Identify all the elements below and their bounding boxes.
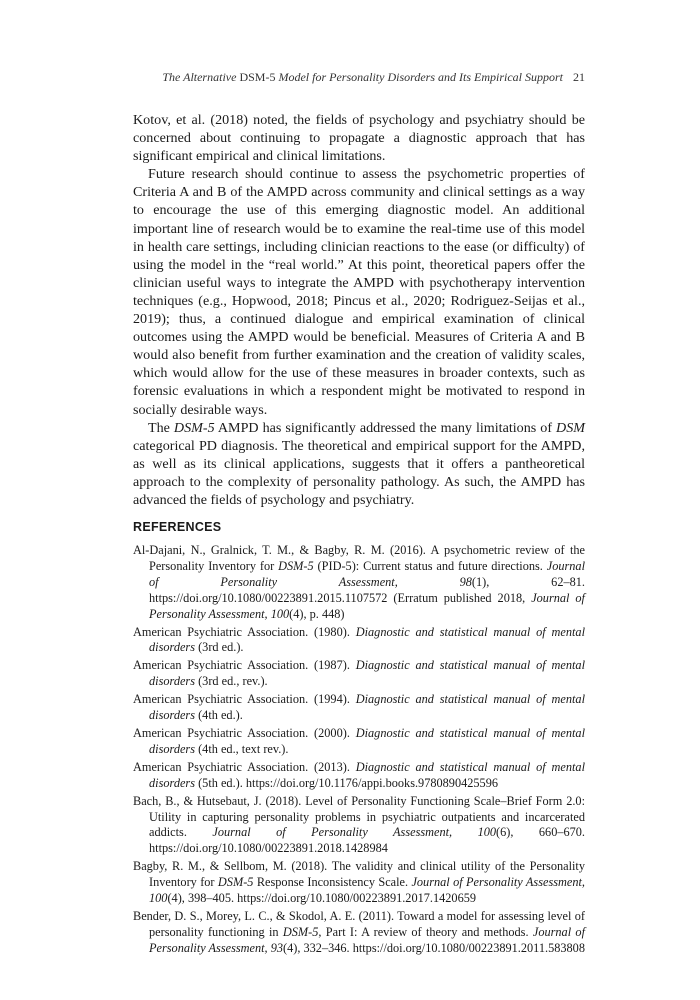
reference-text: (4), 332–346. https://doi.org/10.1080/00223891.2011.583808	[283, 940, 585, 955]
reference-italic: Journal of Personality Assessment, 93	[149, 924, 586, 955]
reference-text: American Psychiatric Association. (2000).	[133, 725, 356, 740]
body-text	[133, 111, 585, 509]
reference-text: (4), 398–405. https://doi.org/10.1080/00223891.2017.1420659	[167, 891, 477, 906]
reference-italic: Diagnostic and statistical manual of mental disorders	[149, 624, 585, 655]
reference-italic: Journal of Personality Assessment, 100	[149, 590, 585, 621]
reference-italic: Journal of Personality Assessment, 98	[149, 558, 585, 589]
running-head-dsm: DSM-5	[239, 70, 276, 84]
paragraph-3-text: The	[148, 419, 174, 436]
reference-text: Bagby, R. M., & Sellbom, M. (2018). The validity and clinical utility of the Personality Inventory for	[133, 859, 585, 890]
reference-entry	[133, 658, 585, 690]
reference-entry	[133, 859, 585, 907]
references-list	[133, 543, 585, 959]
reference-text: (3rd ed., rev.).	[195, 674, 268, 689]
reference-italic: Diagnostic and statistical manual of mental disorders	[149, 759, 585, 790]
reference-text: American Psychiatric Association. (1994).	[133, 692, 356, 707]
reference-text: (1), 62–81. https://doi.org/10.1080/00223891.2015.1107572 (Erratum published 2018,	[149, 574, 585, 605]
running-head	[133, 70, 585, 85]
reference-italic: Journal of Personality Assessment, 100	[149, 875, 585, 906]
reference-text: (3rd ed.).	[195, 640, 244, 655]
reference-text: (6), 660–670. https://doi.org/10.1080/00223891.2018.1428984	[149, 825, 586, 856]
page-number: 21	[573, 70, 585, 84]
reference-entry	[133, 909, 585, 957]
reference-italic: Diagnostic and statistical manual of mental disorders	[149, 658, 585, 689]
paragraph-3-italic: DSM-5	[173, 419, 215, 436]
paragraph-3-text: AMPD has significantly addressed the many limitations of	[214, 419, 557, 436]
reference-entry	[133, 760, 585, 792]
reference-text: Bach, B., & Hutsebaut, J. (2018). Level of Personality Functioning Scale–Brief Form 2.0: Utility in capturing personality problems in psychiatric outpatients and incarcerated addicts.	[133, 793, 585, 840]
reference-italic: DSM-5	[278, 558, 314, 573]
reference-text: American Psychiatric Association. (2013).	[133, 759, 356, 774]
paragraph-1: Kotov, et al. (2018) noted, the fields of psychology and psychiatry should be concerned about continuing to propagate a diagnostic approach that has significant empirical and clinical limitations.	[133, 112, 585, 165]
reference-italic: Journal of Personality Assessment, 100	[212, 825, 497, 840]
reference-text: (5th ed.). https://doi.org/10.1176/appi.books.9780890425596	[195, 775, 498, 790]
reference-text: American Psychiatric Association. (1987).	[133, 658, 356, 673]
reference-text: (4th ed.).	[195, 708, 243, 723]
reference-text: Bender, D. S., Morey, L. C., & Skodol, A. E. (2011). Toward a model for assessing level of personality functioning in	[133, 908, 585, 939]
running-head-post: Model for Personality Disorders and Its Empirical Support	[275, 70, 563, 84]
reference-text: (4), p. 448)	[289, 606, 345, 621]
running-head-pre: The Alternative	[162, 70, 240, 84]
references-heading: REFERENCES	[133, 520, 222, 534]
reference-text: Al-Dajani, N., Gralnick, T. M., & Bagby, R. M. (2016). A psychometric review of the Personality Inventory for	[133, 543, 585, 573]
reference-italic: Diagnostic and statistical manual of mental disorders	[149, 725, 585, 756]
reference-entry	[133, 543, 585, 623]
reference-text: American Psychiatric Association. (1980).	[133, 624, 356, 639]
paragraph-3-italic: DSM	[556, 419, 585, 436]
reference-entry	[133, 692, 585, 724]
reference-text: , Part I: A review of theory and methods.	[318, 924, 533, 939]
reference-text: Response Inconsistency Scale.	[253, 875, 412, 890]
reference-entry	[133, 726, 585, 758]
reference-italic: DSM-5	[282, 924, 319, 939]
reference-text: (PID-5): Current status and future directions.	[313, 558, 547, 573]
reference-entry	[133, 794, 585, 858]
reference-italic: Diagnostic and statistical manual of mental disorders	[149, 692, 585, 723]
reference-entry	[133, 625, 585, 657]
paragraph-3	[133, 419, 585, 509]
reference-text: (4th ed., text rev.).	[195, 741, 289, 756]
paragraph-3-text: categorical PD diagnosis. The theoretical and empirical support for the AMPD, as well as its clinical applications, suggests that it offers a pantheoretical approach to the complexity of personality pathology. As such, the AMPD has advanced the fields of psychology and psychiatry.	[133, 437, 585, 508]
reference-italic: DSM-5	[217, 875, 254, 890]
paragraph-2: Future research should continue to assess the psychometric properties of Criteria A and B of the AMPD across community and clinical settings as a way to encourage the use of this emerging diagnostic model. An additional important line of research would be to examine the real-time use of this model in health care settings, including clinician reactions to the ease (or difficulty) of using the model in the “real world.” At this point, theoretical papers offer the clinician useful ways to integrate the AMPD with psychotherapy intervention techniques (e.g., Hopwood, 2018; Pincus et al., 2020; Rodriguez-Seijas et al., 2019); thus, a continued dialogue and empirical examination of clinical outcomes using the AMPD would be beneficial. Measures of Criteria A and B would also benefit from further examination and the creation of validity scales, which would allow for the use of these measures in broader contexts, such as forensic evaluations in which a respondent might be motivated to respond in socially desirable ways.	[133, 166, 585, 418]
